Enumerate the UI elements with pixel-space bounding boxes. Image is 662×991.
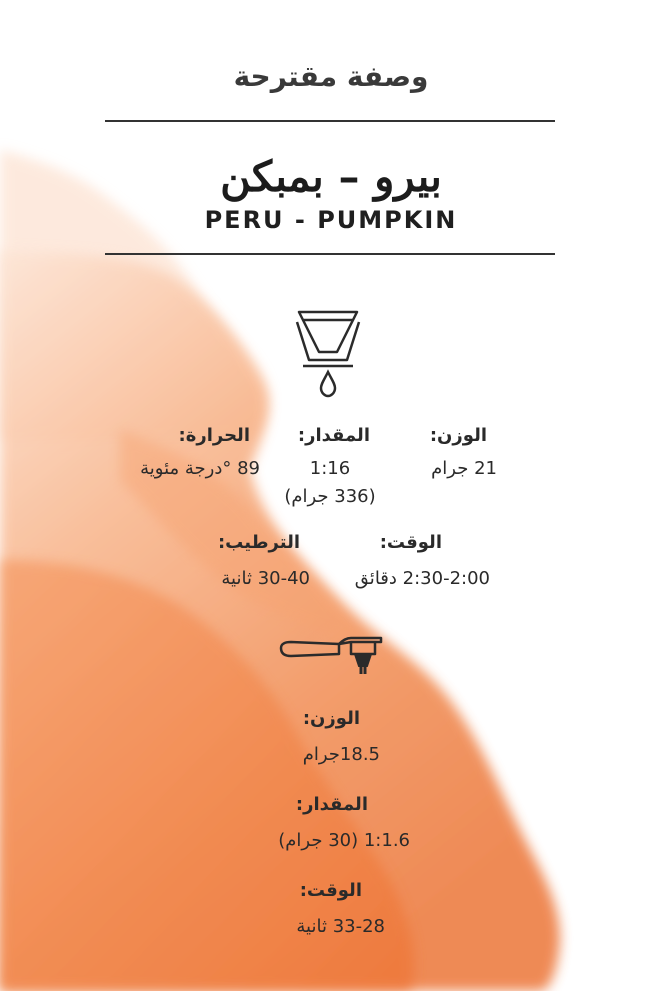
- coffee-name-arabic: بيرو – بمبكن: [220, 152, 442, 201]
- filter-weight-label: الوزن:: [429, 425, 487, 446]
- espresso-weight-label: الوزن:: [302, 708, 360, 729]
- top-divider: [105, 120, 555, 122]
- espresso-portafilter-icon: [277, 632, 383, 676]
- filter-temperature-label: الحرارة:: [178, 425, 250, 446]
- filter-amount-ratio: 1:16: [309, 458, 351, 479]
- filter-time-label: الوقت:: [379, 532, 442, 553]
- filter-amount-grams: (336 جرام): [284, 486, 376, 507]
- filter-weight-value: 21 جرام: [431, 458, 497, 479]
- filter-bloom-value: 30-40 ثانية: [221, 568, 310, 589]
- pour-over-dripper-icon: [293, 308, 363, 398]
- filter-time-value: 2:30-2:00 دقائق: [354, 568, 490, 589]
- recipe-heading: وصفة مقترحة: [233, 60, 429, 93]
- espresso-time-label: الوقت:: [299, 880, 362, 901]
- espresso-time-value: 33-28 ثانية: [296, 916, 385, 937]
- bottom-divider: [105, 253, 555, 255]
- espresso-amount-label: المقدار:: [295, 794, 368, 815]
- espresso-amount-value: 1:1.6 (30 جرام): [278, 830, 410, 851]
- filter-bloom-label: الترطيب:: [217, 532, 300, 553]
- filter-temperature-value: 89 °درجة مئوية: [140, 458, 260, 479]
- coffee-name-english: PERU - PUMPKIN: [204, 206, 458, 234]
- espresso-weight-value: 18.5جرام: [302, 744, 380, 765]
- filter-amount-label: المقدار:: [297, 425, 370, 446]
